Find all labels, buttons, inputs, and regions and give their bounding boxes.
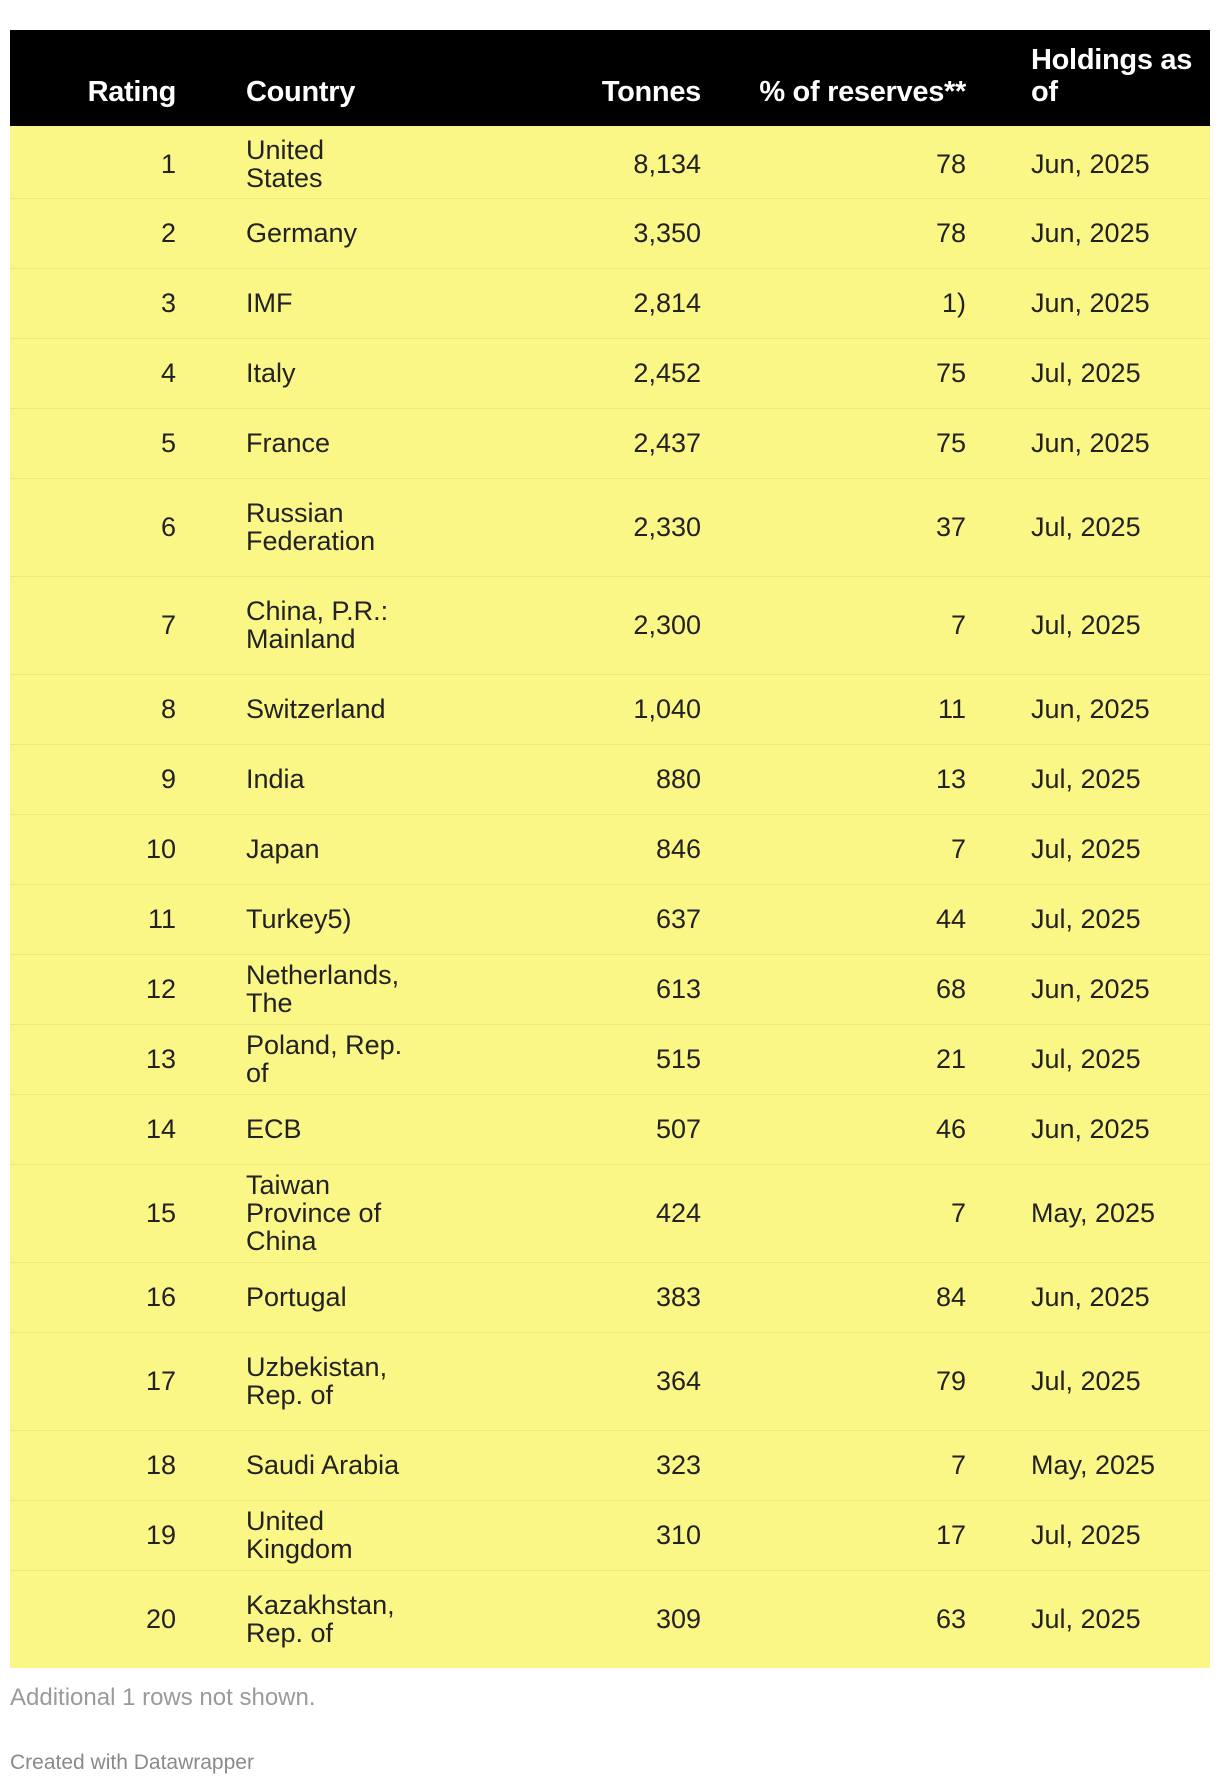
cell-rating: 9 xyxy=(10,744,181,814)
cell-country: Saudi Arabia xyxy=(181,1430,410,1500)
cell-rating: 14 xyxy=(10,1094,181,1164)
table-row xyxy=(10,1570,1210,1668)
table-row xyxy=(10,884,1210,954)
cell-country: Uzbekistan, Rep. of xyxy=(181,1332,410,1430)
column-header-holdings-date[interactable]: Holdings as of xyxy=(1031,44,1193,108)
table-body xyxy=(10,128,1210,1668)
cell-holdings-date: Jul, 2025 xyxy=(966,478,1210,576)
cell-holdings-date: Jul, 2025 xyxy=(966,338,1210,408)
cell-holdings-date: Jun, 2025 xyxy=(966,408,1210,478)
gold-reserves-table-wrapper xyxy=(10,30,1210,1668)
cell-pct-reserves: 7 xyxy=(701,576,966,674)
table-row xyxy=(10,576,1210,674)
cell-rating: 11 xyxy=(10,884,181,954)
cell-tonnes: 3,350 xyxy=(410,198,701,268)
cell-tonnes: 507 xyxy=(410,1094,701,1164)
cell-tonnes: 613 xyxy=(410,954,701,1024)
cell-holdings-date: Jul, 2025 xyxy=(966,1570,1210,1668)
table-row xyxy=(10,1024,1210,1094)
cell-pct-reserves: 1) xyxy=(701,268,966,338)
cell-country: Netherlands, The xyxy=(181,954,410,1024)
datawrapper-credit: Created with Datawrapper xyxy=(10,1751,254,1774)
cell-tonnes: 424 xyxy=(410,1164,701,1262)
cell-tonnes: 2,437 xyxy=(410,408,701,478)
cell-tonnes: 2,300 xyxy=(410,576,701,674)
cell-country: Kazakhstan, Rep. of xyxy=(181,1570,410,1668)
cell-rating: 16 xyxy=(10,1262,181,1332)
table-row xyxy=(10,674,1210,744)
cell-tonnes: 383 xyxy=(410,1262,701,1332)
table-row xyxy=(10,408,1210,478)
cell-tonnes: 1,040 xyxy=(410,674,701,744)
cell-tonnes: 515 xyxy=(410,1024,701,1094)
cell-rating: 1 xyxy=(10,128,181,198)
cell-holdings-date: Jul, 2025 xyxy=(966,814,1210,884)
cell-country: China, P.R.: Mainland xyxy=(181,576,410,674)
table-row xyxy=(10,744,1210,814)
cell-tonnes: 846 xyxy=(410,814,701,884)
cell-pct-reserves: 7 xyxy=(701,1164,966,1262)
cell-country: Germany xyxy=(181,198,410,268)
cell-rating: 15 xyxy=(10,1164,181,1262)
cell-rating: 7 xyxy=(10,576,181,674)
cell-pct-reserves: 11 xyxy=(701,674,966,744)
column-header-country[interactable]: Country xyxy=(246,76,356,108)
cell-holdings-date: Jul, 2025 xyxy=(966,1500,1210,1570)
table-row xyxy=(10,1262,1210,1332)
cell-pct-reserves: 17 xyxy=(701,1500,966,1570)
cell-tonnes: 8,134 xyxy=(410,128,701,198)
table-row xyxy=(10,1094,1210,1164)
cell-pct-reserves: 84 xyxy=(701,1262,966,1332)
cell-rating: 20 xyxy=(10,1570,181,1668)
table-row xyxy=(10,1430,1210,1500)
cell-pct-reserves: 75 xyxy=(701,338,966,408)
cell-country: United States xyxy=(181,128,410,198)
cell-holdings-date: Jul, 2025 xyxy=(966,576,1210,674)
rows-not-shown-note: Additional 1 rows not shown. xyxy=(10,1684,316,1711)
column-header-rating[interactable]: Rating xyxy=(87,76,176,108)
cell-country: Poland, Rep. of xyxy=(181,1024,410,1094)
cell-holdings-date: Jun, 2025 xyxy=(966,198,1210,268)
cell-pct-reserves: 21 xyxy=(701,1024,966,1094)
cell-holdings-date: Jun, 2025 xyxy=(966,954,1210,1024)
cell-rating: 10 xyxy=(10,814,181,884)
table-row xyxy=(10,1164,1210,1262)
cell-country: India xyxy=(181,744,410,814)
cell-pct-reserves: 7 xyxy=(701,1430,966,1500)
cell-tonnes: 310 xyxy=(410,1500,701,1570)
cell-pct-reserves: 63 xyxy=(701,1570,966,1668)
cell-holdings-date: Jul, 2025 xyxy=(966,1024,1210,1094)
cell-country: Italy xyxy=(181,338,410,408)
cell-holdings-date: Jul, 2025 xyxy=(966,1332,1210,1430)
column-header-pct-reserves[interactable]: % of reserves** xyxy=(759,76,966,108)
cell-pct-reserves: 78 xyxy=(701,128,966,198)
cell-tonnes: 364 xyxy=(410,1332,701,1430)
cell-pct-reserves: 7 xyxy=(701,814,966,884)
cell-rating: 19 xyxy=(10,1500,181,1570)
table-row xyxy=(10,1500,1210,1570)
cell-rating: 6 xyxy=(10,478,181,576)
cell-rating: 12 xyxy=(10,954,181,1024)
cell-holdings-date: Jul, 2025 xyxy=(966,884,1210,954)
cell-rating: 17 xyxy=(10,1332,181,1430)
cell-country: United Kingdom xyxy=(181,1500,410,1570)
cell-rating: 4 xyxy=(10,338,181,408)
cell-rating: 3 xyxy=(10,268,181,338)
cell-tonnes: 880 xyxy=(410,744,701,814)
cell-country: Portugal xyxy=(181,1262,410,1332)
table-header xyxy=(10,30,1210,128)
cell-tonnes: 309 xyxy=(410,1570,701,1668)
cell-holdings-date: Jun, 2025 xyxy=(966,674,1210,744)
cell-pct-reserves: 75 xyxy=(701,408,966,478)
cell-rating: 8 xyxy=(10,674,181,744)
cell-pct-reserves: 68 xyxy=(701,954,966,1024)
cell-holdings-date: Jul, 2025 xyxy=(966,744,1210,814)
table-row xyxy=(10,338,1210,408)
cell-holdings-date: Jun, 2025 xyxy=(966,1262,1210,1332)
cell-country: France xyxy=(181,408,410,478)
cell-pct-reserves: 79 xyxy=(701,1332,966,1430)
cell-rating: 18 xyxy=(10,1430,181,1500)
cell-country: ECB xyxy=(181,1094,410,1164)
cell-rating: 5 xyxy=(10,408,181,478)
cell-holdings-date: Jun, 2025 xyxy=(966,1094,1210,1164)
cell-pct-reserves: 78 xyxy=(701,198,966,268)
table-row xyxy=(10,954,1210,1024)
cell-pct-reserves: 13 xyxy=(701,744,966,814)
cell-holdings-date: May, 2025 xyxy=(966,1164,1210,1262)
cell-tonnes: 2,814 xyxy=(410,268,701,338)
cell-pct-reserves: 44 xyxy=(701,884,966,954)
cell-country: Taiwan Province of China xyxy=(181,1164,410,1262)
cell-country: Russian Federation xyxy=(181,478,410,576)
table-row xyxy=(10,1332,1210,1430)
cell-country: Japan xyxy=(181,814,410,884)
table-row xyxy=(10,198,1210,268)
cell-country: IMF xyxy=(181,268,410,338)
cell-holdings-date: Jun, 2025 xyxy=(966,268,1210,338)
cell-rating: 13 xyxy=(10,1024,181,1094)
cell-pct-reserves: 46 xyxy=(701,1094,966,1164)
cell-tonnes: 2,330 xyxy=(410,478,701,576)
cell-pct-reserves: 37 xyxy=(701,478,966,576)
column-header-tonnes[interactable]: Tonnes xyxy=(601,76,701,108)
cell-tonnes: 2,452 xyxy=(410,338,701,408)
cell-holdings-date: May, 2025 xyxy=(966,1430,1210,1500)
table-row xyxy=(10,814,1210,884)
header-row xyxy=(10,30,1210,128)
cell-tonnes: 323 xyxy=(410,1430,701,1500)
cell-tonnes: 637 xyxy=(410,884,701,954)
table-row xyxy=(10,478,1210,576)
cell-holdings-date: Jun, 2025 xyxy=(966,128,1210,198)
cell-country: Turkey5) xyxy=(181,884,410,954)
cell-country: Switzerland xyxy=(181,674,410,744)
cell-rating: 2 xyxy=(10,198,181,268)
table-row xyxy=(10,268,1210,338)
table-row xyxy=(10,128,1210,198)
gold-reserves-table xyxy=(10,30,1210,1668)
